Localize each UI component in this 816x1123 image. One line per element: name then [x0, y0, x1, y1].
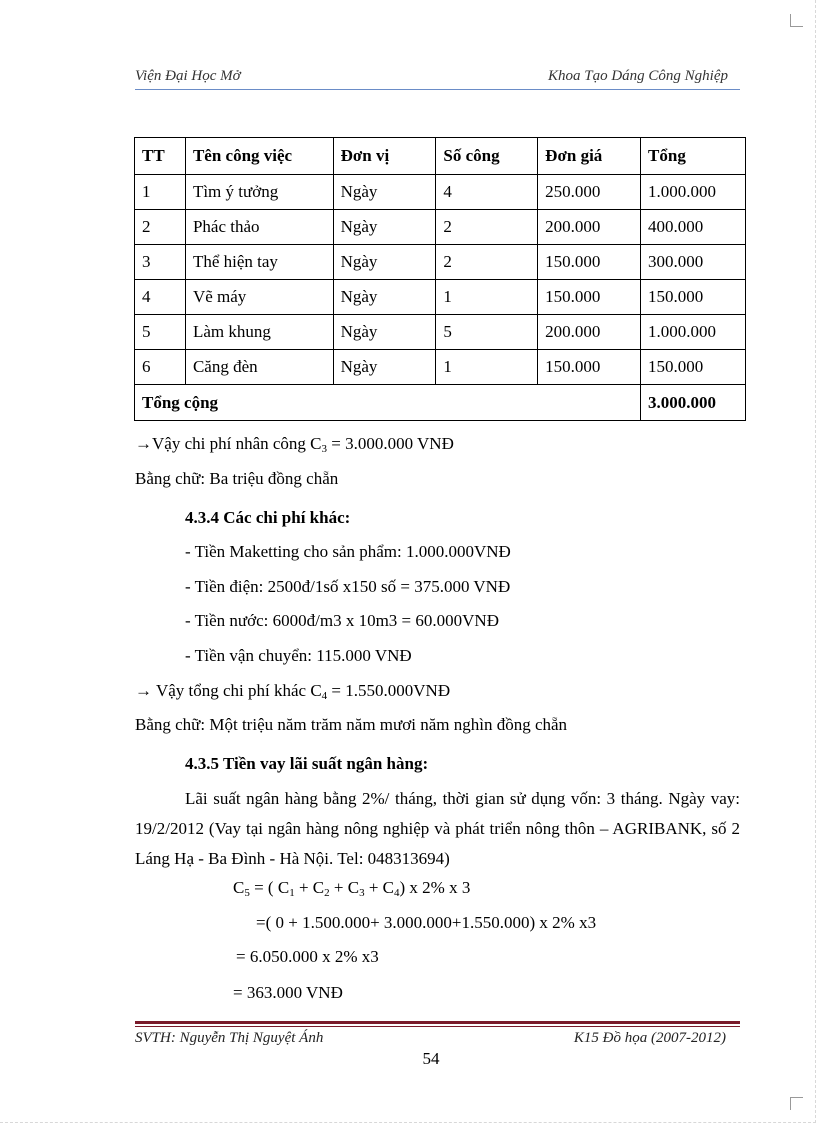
- table-header-row: [135, 138, 746, 175]
- cell-days: 5: [436, 315, 538, 350]
- footer-rule-thin: [135, 1026, 740, 1027]
- cell-total: 300.000: [641, 245, 746, 280]
- cell-days: 4: [436, 175, 538, 210]
- footer-rule: [135, 1021, 740, 1024]
- cell-tt: 6: [135, 350, 186, 385]
- cell-tt: 3: [135, 245, 186, 280]
- table-row: [135, 315, 746, 350]
- formula-line-1: $C_5$ = ( $C_1 + C_2 + C_3 + C_4$) x 2% x 3: [233, 878, 471, 899]
- cell-tt: 4: [135, 280, 186, 315]
- footer-student: SVTH: Nguyễn Thị Nguyệt Ánh: [135, 1030, 324, 1046]
- page-footer: [135, 1030, 740, 1050]
- cell-task: Thể hiện tay: [185, 245, 333, 280]
- cell-price: 150.000: [538, 280, 641, 315]
- crop-mark-top: [790, 14, 803, 27]
- col-header-days: Số công: [436, 138, 538, 175]
- header-rule: [135, 89, 740, 90]
- formula-line-4: = 363.000 VNĐ: [233, 983, 343, 1002]
- list-item: - Tiền nước: 6000đ/m3 x 10m3 = 60.000VNĐ: [185, 611, 499, 630]
- page-number: 54: [422, 1049, 440, 1068]
- col-header-price: Đơn giá: [538, 138, 641, 175]
- cell-days: 1: [436, 350, 538, 385]
- cell-total: 400.000: [641, 210, 746, 245]
- cell-days: 2: [436, 210, 538, 245]
- section-heading-435: 4.3.5 Tiền vay lãi suất ngân hàng:: [185, 754, 429, 773]
- other-cost-words: Bằng chữ: Một triệu năm trăm năm mươi năm nghìn đồng chẵn: [135, 715, 568, 734]
- cell-unit: Ngày: [333, 315, 436, 350]
- col-header-total: Tổng: [641, 138, 746, 175]
- cell-task: Phác thảo: [185, 210, 333, 245]
- crop-mark-bottom: [790, 1097, 803, 1110]
- cell-days: 2: [436, 245, 538, 280]
- cell-task: Vẽ máy: [185, 280, 333, 315]
- page-header: [135, 66, 740, 88]
- cell-total: 150.000: [641, 280, 746, 315]
- col-header-task: Tên công việc: [185, 138, 333, 175]
- cell-price: 150.000: [538, 245, 641, 280]
- cell-tt: 2: [135, 210, 186, 245]
- labor-cost-table: [134, 137, 746, 421]
- footer-course: K15 Đồ họa (2007-2012): [573, 1030, 726, 1046]
- header-faculty: Khoa Tạo Dáng Công Nghiệp: [547, 68, 728, 84]
- cell-total: 1.000.000: [641, 175, 746, 210]
- list-item: - Tiền điện: 2500đ/1số x150 số = 375.000 VNĐ: [185, 577, 511, 596]
- cell-days: 1: [436, 280, 538, 315]
- cell-task: Tìm ý tưởng: [185, 175, 333, 210]
- cell-price: 150.000: [538, 350, 641, 385]
- labor-cost-words: Bằng chữ: Ba triệu đồng chẵn: [135, 469, 339, 488]
- section-heading-434: 4.3.4 Các chi phí khác:: [185, 508, 351, 527]
- list-item: - Tiền Maketting cho sản phẩm: 1.000.000VNĐ: [185, 542, 511, 561]
- total-value: 3.000.000: [641, 385, 746, 421]
- cell-price: 200.000: [538, 315, 641, 350]
- table-row: [135, 350, 746, 385]
- table-row: [135, 175, 746, 210]
- header-institution: Viện Đại Học Mở: [135, 68, 241, 84]
- total-label: Tổng cộng: [135, 385, 641, 421]
- cell-task: Làm khung: [185, 315, 333, 350]
- cell-price: 200.000: [538, 210, 641, 245]
- col-header-tt: TT: [135, 138, 186, 175]
- list-item: - Tiền vận chuyển: 115.000 VNĐ: [185, 646, 412, 665]
- table-total-row: [135, 385, 746, 421]
- cell-unit: Ngày: [333, 245, 436, 280]
- table-row: [135, 210, 746, 245]
- cell-unit: Ngày: [333, 175, 436, 210]
- cell-unit: Ngày: [333, 350, 436, 385]
- cell-total: 150.000: [641, 350, 746, 385]
- cell-unit: Ngày: [333, 210, 436, 245]
- col-header-unit: Đơn vị: [333, 138, 436, 175]
- loan-paragraph: Lãi suất ngân hàng bằng 2%/ tháng, thời gian sử dụng vốn: 3 tháng. Ngày vay: 19/2/2012 (Vay tại ngân hàng nông nghiệp và phát triển nông thôn – AGRIBANK, số 2 Láng Hạ - Ba Đình - Hà Nội. Tel: 048313694): [135, 789, 740, 868]
- labor-cost-summary: →Vậy chi phí nhân công $C_3 = 3.000.000$ VNĐ: [135, 434, 454, 455]
- formula-line-2: =( 0 + 1.500.000+ 3.000.000+1.550.000) x 2% x3: [256, 913, 597, 932]
- cell-total: 1.000.000: [641, 315, 746, 350]
- cell-task: Căng đèn: [185, 350, 333, 385]
- cell-price: 250.000: [538, 175, 641, 210]
- cell-unit: Ngày: [333, 280, 436, 315]
- other-cost-summary: → Vậy tổng chi phí khác $C_4$ = 1.550.000VNĐ: [135, 681, 451, 702]
- table-row: [135, 280, 746, 315]
- cell-tt: 5: [135, 315, 186, 350]
- table-row: [135, 245, 746, 280]
- cell-tt: 1: [135, 175, 186, 210]
- formula-line-3: = 6.050.000 x 2% x3: [236, 947, 379, 966]
